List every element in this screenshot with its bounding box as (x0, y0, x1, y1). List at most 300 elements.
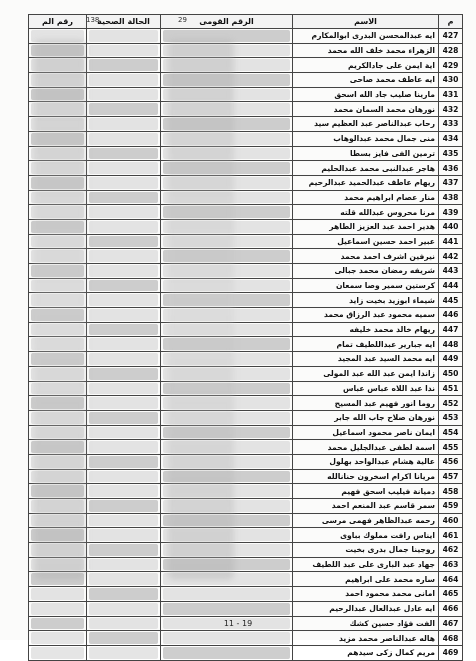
table-row (29, 440, 463, 455)
redaction-blur (89, 573, 158, 585)
row-health-status-redacted (87, 219, 161, 234)
row-health-status-redacted (87, 572, 161, 587)
redaction-blur (163, 236, 290, 248)
row-health-status-redacted (87, 352, 161, 367)
row-number: 450 (439, 366, 463, 381)
redaction-blur (31, 529, 84, 541)
row-phone-redacted (29, 308, 87, 323)
redaction-blur (163, 118, 290, 130)
redaction-blur (163, 544, 290, 556)
row-health-status-redacted (87, 440, 161, 455)
redaction-blur (163, 265, 290, 277)
row-name: مرنا محروس عبدالله قلته (293, 205, 439, 220)
row-national-id-redacted (161, 190, 293, 205)
row-health-status-redacted (87, 131, 161, 146)
row-national-id-redacted (161, 572, 293, 587)
redaction-blur (163, 324, 290, 336)
row-health-status-redacted (87, 29, 161, 44)
row-health-status-redacted (87, 469, 161, 484)
row-health-status-redacted (87, 102, 161, 117)
table-row (29, 161, 463, 176)
redaction-blur (89, 221, 158, 233)
row-number: 452 (439, 396, 463, 411)
redaction-blur (31, 441, 84, 453)
row-phone-redacted (29, 484, 87, 499)
row-national-id-redacted (161, 337, 293, 352)
redaction-blur (163, 177, 290, 189)
row-national-id-redacted (161, 645, 293, 660)
header-num: م (439, 15, 463, 29)
table-row (29, 87, 463, 102)
row-national-id-redacted (161, 117, 293, 132)
row-name: روما انور فهيم عبد المسيح (293, 396, 439, 411)
redaction-blur (89, 603, 158, 615)
row-phone-redacted (29, 87, 87, 102)
table-row (29, 381, 463, 396)
redaction-blur (89, 500, 158, 512)
row-health-status-redacted (87, 234, 161, 249)
row-number: 456 (439, 454, 463, 469)
redaction-blur (89, 74, 158, 86)
table-row (29, 587, 463, 602)
redaction-blur (163, 647, 290, 659)
header-phone-partial-digits: 138 (86, 16, 100, 24)
row-number: 438 (439, 190, 463, 205)
row-name: نيرفين اشرف احمد محمد (293, 249, 439, 264)
row-name: دميانة فيليب اسحق فهيم (293, 484, 439, 499)
row-national-id-redacted (161, 499, 293, 514)
table-row (29, 601, 463, 616)
row-phone-redacted (29, 190, 87, 205)
redaction-blur (31, 74, 84, 86)
row-number: 446 (439, 308, 463, 323)
row-phone-redacted (29, 117, 87, 132)
table-row (29, 308, 463, 323)
row-national-id-redacted (161, 146, 293, 161)
redaction-blur (163, 441, 290, 453)
row-name: ايمان ناصر محمود اسماعيل (293, 425, 439, 440)
redaction-blur (31, 133, 84, 145)
row-national-id-redacted (161, 264, 293, 279)
row-name: مارينا صليب جاد الله اسحق (293, 87, 439, 102)
row-number: 430 (439, 73, 463, 88)
row-phone-redacted (29, 352, 87, 367)
row-national-id-redacted (161, 440, 293, 455)
redaction-blur (31, 471, 84, 483)
row-phone-redacted (29, 219, 87, 234)
redaction-blur (89, 368, 158, 380)
redaction-blur (89, 529, 158, 541)
row-phone-redacted (29, 29, 87, 44)
redaction-blur (163, 588, 290, 600)
redaction-blur (31, 456, 84, 468)
row-name: منار عصام ابراهيم محمد (293, 190, 439, 205)
header-phone: رقم الم (29, 15, 87, 29)
row-number: 447 (439, 322, 463, 337)
row-number: 433 (439, 117, 463, 132)
row-name: اية ايمن على جادالكريم (293, 58, 439, 73)
redaction-blur (31, 485, 84, 497)
row-name: نورهان محمد السمان محمد (293, 102, 439, 117)
table-row (29, 499, 463, 514)
row-health-status-redacted (87, 190, 161, 205)
table-row (29, 410, 463, 425)
row-phone-redacted (29, 146, 87, 161)
row-national-id-redacted (161, 205, 293, 220)
redaction-blur (163, 632, 290, 644)
row-national-id-redacted (161, 73, 293, 88)
row-national-id-redacted (161, 29, 293, 44)
redaction-blur (163, 485, 290, 497)
row-health-status-redacted (87, 278, 161, 293)
row-national-id-redacted (161, 631, 293, 646)
row-national-id-redacted (161, 513, 293, 528)
row-phone-redacted (29, 572, 87, 587)
row-health-status-redacted (87, 293, 161, 308)
row-phone-redacted (29, 366, 87, 381)
row-health-status-redacted (87, 587, 161, 602)
redaction-blur (89, 103, 158, 115)
redaction-blur (89, 427, 158, 439)
redaction-blur (89, 515, 158, 527)
redaction-blur (31, 103, 84, 115)
row-national-id-redacted (161, 308, 293, 323)
row-health-status-redacted (87, 425, 161, 440)
row-phone-redacted (29, 161, 87, 176)
table-row (29, 29, 463, 44)
page-number: 11 - 19 (223, 619, 253, 628)
row-name: ايناس رافت مملوك بباوى (293, 528, 439, 543)
row-number: 460 (439, 513, 463, 528)
row-name: الزهراء محمد خلف الله محمد (293, 43, 439, 58)
row-number: 467 (439, 616, 463, 631)
row-national-id-redacted (161, 278, 293, 293)
redaction-blur (31, 294, 84, 306)
table-row (29, 337, 463, 352)
redaction-blur (89, 192, 158, 204)
redaction-blur (163, 500, 290, 512)
redaction-blur (31, 221, 84, 233)
redaction-blur (163, 397, 290, 409)
row-number: 449 (439, 352, 463, 367)
row-name: ايه عادل عبدالعال عبدالرحيم (293, 601, 439, 616)
table-row (29, 425, 463, 440)
row-national-id-redacted (161, 352, 293, 367)
row-phone-redacted (29, 43, 87, 58)
row-number: 437 (439, 175, 463, 190)
redaction-blur (163, 383, 290, 395)
redaction-blur (31, 192, 84, 204)
row-number: 442 (439, 249, 463, 264)
redaction-blur (89, 588, 158, 600)
table-row (29, 645, 463, 660)
redaction-blur (89, 632, 158, 644)
redaction-blur (89, 647, 158, 659)
table-row (29, 396, 463, 411)
row-health-status-redacted (87, 396, 161, 411)
row-phone-redacted (29, 293, 87, 308)
redaction-blur (163, 456, 290, 468)
row-health-status-redacted (87, 499, 161, 514)
row-name: هاجر عبدالنبى محمد عبدالحليم (293, 161, 439, 176)
row-number: 444 (439, 278, 463, 293)
row-national-id-redacted (161, 293, 293, 308)
row-number: 436 (439, 161, 463, 176)
table-row (29, 572, 463, 587)
redaction-blur (89, 456, 158, 468)
redaction-blur (31, 588, 84, 600)
row-number: 440 (439, 219, 463, 234)
redaction-blur (163, 353, 290, 365)
row-phone-redacted (29, 131, 87, 146)
row-phone-redacted (29, 278, 87, 293)
row-phone-redacted (29, 543, 87, 558)
row-name: نورهان صلاح جاب الله جابر (293, 410, 439, 425)
redaction-blur (89, 412, 158, 424)
row-name: ايه عاطف محمد صاحى (293, 73, 439, 88)
row-name: ايه جبارير عبداللطيف تمام (293, 337, 439, 352)
row-national-id-redacted (161, 543, 293, 558)
row-health-status-redacted (87, 249, 161, 264)
redaction-blur (89, 485, 158, 497)
row-health-status-redacted (87, 322, 161, 337)
row-number: 443 (439, 264, 463, 279)
row-name: عالية هشام عبدالواحد بهلول (293, 454, 439, 469)
table-row (29, 352, 463, 367)
row-national-id-redacted (161, 484, 293, 499)
redaction-blur (163, 250, 290, 262)
row-number: 435 (439, 146, 463, 161)
redaction-blur (163, 206, 290, 218)
table-row (29, 234, 463, 249)
row-national-id-redacted (161, 58, 293, 73)
row-name: ريهام خالد محمد خليفه (293, 322, 439, 337)
table-row (29, 146, 463, 161)
row-number: 451 (439, 381, 463, 396)
row-phone-redacted (29, 469, 87, 484)
row-health-status-redacted (87, 146, 161, 161)
redaction-blur (31, 544, 84, 556)
row-phone-redacted (29, 175, 87, 190)
row-phone-redacted (29, 234, 87, 249)
row-health-status-redacted (87, 557, 161, 572)
row-health-status-redacted (87, 454, 161, 469)
redaction-blur (89, 118, 158, 130)
redaction-blur (89, 471, 158, 483)
row-health-status-redacted (87, 484, 161, 499)
redaction-blur (31, 206, 84, 218)
row-name: الفت فؤاد حسين كشك (293, 616, 439, 631)
row-national-id-redacted (161, 131, 293, 146)
row-number: 434 (439, 131, 463, 146)
row-name: مريم كمال زكى سيدهم (293, 645, 439, 660)
redaction-blur (31, 515, 84, 527)
row-national-id-redacted (161, 528, 293, 543)
header-nid-partial-digits: 29 (178, 16, 187, 24)
redaction-blur (89, 250, 158, 262)
redaction-blur (163, 74, 290, 86)
row-phone-redacted (29, 499, 87, 514)
redaction-blur (31, 500, 84, 512)
row-phone-redacted (29, 513, 87, 528)
row-health-status-redacted (87, 43, 161, 58)
row-phone-redacted (29, 454, 87, 469)
table-row (29, 117, 463, 132)
row-number: 453 (439, 410, 463, 425)
row-national-id-redacted (161, 175, 293, 190)
redaction-blur (31, 30, 84, 42)
row-number: 458 (439, 484, 463, 499)
roster-table (28, 14, 463, 661)
row-national-id-redacted (161, 43, 293, 58)
redaction-blur (31, 265, 84, 277)
table-row (29, 264, 463, 279)
row-name: رحاب عبدالناصر عبد العظيم سيد (293, 117, 439, 132)
redaction-blur (163, 162, 290, 174)
row-national-id-redacted (161, 410, 293, 425)
row-name: منى جمال محمد عبدالوهاب (293, 131, 439, 146)
row-number: 429 (439, 58, 463, 73)
row-phone-redacted (29, 587, 87, 602)
redaction-blur (31, 603, 84, 615)
redaction-blur (89, 148, 158, 160)
row-number: 454 (439, 425, 463, 440)
table-row (29, 102, 463, 117)
redaction-blur (163, 89, 290, 101)
table-row (29, 513, 463, 528)
redaction-blur (89, 236, 158, 248)
row-number: 428 (439, 43, 463, 58)
redaction-blur (163, 559, 290, 571)
table-row (29, 528, 463, 543)
row-health-status-redacted (87, 161, 161, 176)
redaction-blur (31, 368, 84, 380)
redaction-blur (163, 309, 290, 321)
row-phone-redacted (29, 425, 87, 440)
row-phone-redacted (29, 322, 87, 337)
row-name: كرستين سمير وصا سمعان (293, 278, 439, 293)
redaction-blur (89, 383, 158, 395)
row-number: 465 (439, 587, 463, 602)
redaction-blur (31, 177, 84, 189)
row-number: 459 (439, 499, 463, 514)
redaction-blur (89, 309, 158, 321)
row-name: ساره محمد على ابراهيم (293, 572, 439, 587)
row-health-status-redacted (87, 631, 161, 646)
redaction-blur (163, 515, 290, 527)
redaction-blur (31, 324, 84, 336)
redaction-blur (31, 280, 84, 292)
row-number: 463 (439, 557, 463, 572)
redaction-blur (31, 427, 84, 439)
row-phone-redacted (29, 205, 87, 220)
row-number: 462 (439, 543, 463, 558)
redaction-blur (31, 45, 84, 57)
row-name: هاله عبدالناصر محمد مزيد (293, 631, 439, 646)
row-number: 445 (439, 293, 463, 308)
row-number: 469 (439, 645, 463, 660)
table-row (29, 190, 463, 205)
redaction-blur (163, 368, 290, 380)
row-health-status-redacted (87, 513, 161, 528)
redaction-blur (89, 397, 158, 409)
table-row (29, 484, 463, 499)
row-health-status-redacted (87, 366, 161, 381)
row-name: روجينا جمال بدرى بخيت (293, 543, 439, 558)
row-name: رحمه عبدالظاهر فهمى مرسى (293, 513, 439, 528)
row-health-status-redacted (87, 205, 161, 220)
redaction-blur (89, 177, 158, 189)
redaction-blur (89, 559, 158, 571)
row-phone-redacted (29, 528, 87, 543)
redaction-blur (31, 59, 84, 71)
row-national-id-redacted (161, 425, 293, 440)
redaction-blur (89, 353, 158, 365)
row-phone-redacted (29, 73, 87, 88)
redaction-blur (163, 148, 290, 160)
redaction-blur (31, 397, 84, 409)
redaction-blur (163, 221, 290, 233)
row-health-status-redacted (87, 337, 161, 352)
table-row (29, 131, 463, 146)
table-row (29, 175, 463, 190)
row-national-id-redacted (161, 396, 293, 411)
redaction-blur (89, 89, 158, 101)
header-name: الاسم (293, 15, 439, 29)
row-health-status-redacted (87, 58, 161, 73)
redaction-blur (31, 647, 84, 659)
table-row (29, 249, 463, 264)
row-name: امانى محمد محمود احمد (293, 587, 439, 602)
row-name: هدير احمد عبد العزيز الطاهر (293, 219, 439, 234)
redaction-blur (89, 265, 158, 277)
redaction-blur (163, 59, 290, 71)
redaction-blur (163, 294, 290, 306)
row-number: 432 (439, 102, 463, 117)
row-number: 431 (439, 87, 463, 102)
row-number: 448 (439, 337, 463, 352)
redaction-blur (31, 148, 84, 160)
redaction-blur (89, 45, 158, 57)
table-row (29, 454, 463, 469)
row-national-id-redacted (161, 87, 293, 102)
row-number: 455 (439, 440, 463, 455)
row-name: جهاد عبد البارى على عبد اللطيف (293, 557, 439, 572)
row-phone-redacted (29, 58, 87, 73)
redaction-blur (31, 236, 84, 248)
row-phone-redacted (29, 601, 87, 616)
row-health-status-redacted (87, 73, 161, 88)
table-row (29, 73, 463, 88)
redaction-blur (31, 559, 84, 571)
row-health-status-redacted (87, 264, 161, 279)
row-health-status-redacted (87, 528, 161, 543)
row-name: سميه محمود عبد الرزاق محمد (293, 308, 439, 323)
row-phone-redacted (29, 264, 87, 279)
redaction-blur (163, 338, 290, 350)
row-health-status-redacted (87, 308, 161, 323)
redaction-blur (163, 427, 290, 439)
row-number: 427 (439, 29, 463, 44)
table-row (29, 631, 463, 646)
row-health-status-redacted (87, 87, 161, 102)
redaction-blur (31, 250, 84, 262)
row-phone-redacted (29, 410, 87, 425)
table-row (29, 557, 463, 572)
row-phone-redacted (29, 381, 87, 396)
table-row (29, 219, 463, 234)
table-row (29, 43, 463, 58)
